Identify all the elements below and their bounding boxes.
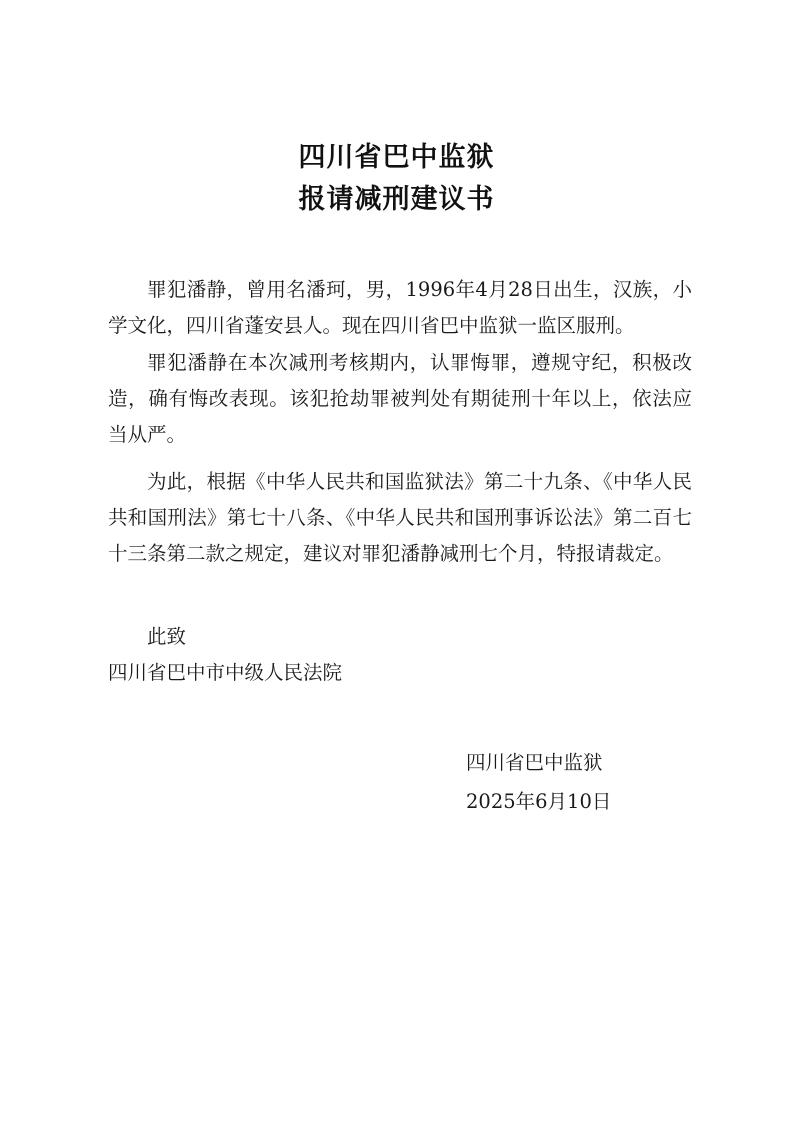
paragraph-text: 此致 [147, 625, 187, 648]
signature-date: 2025年6月10日 [466, 790, 612, 813]
paragraph-text: 为此，根据《中华人民共和国监狱法》第二十九条、《中华人民共和国刑法》第七十八条、《中华人民共和国刑事诉讼法》第二百七十三条第二款之规定，建议对罪犯潘静减刑七个月，特报请裁定。 [108, 470, 692, 566]
paragraph-text: 罪犯潘静在本次减刑考核期内，认罪悔罪，遵规守纪，积极改造，确有悔改表现。该犯抢劫罪被判处有期徒刑十年以上，依法应当从严。 [108, 351, 692, 447]
addressee: 四川省巴中市中级人民法院 [108, 661, 343, 684]
paragraph-performance [108, 345, 692, 454]
paragraph-offender-info [108, 272, 692, 344]
document-title-line2: 报请减刑建议书 [298, 184, 495, 215]
paragraph-legal-basis [108, 464, 692, 573]
signature-organization: 四川省巴中监狱 [466, 751, 603, 774]
paragraph-salutation [108, 619, 692, 655]
paragraph-text: 罪犯潘静，曾用名潘珂，男，1996年4月28日出生，汉族，小学文化，四川省蓬安县人。现在四川省巴中监狱一监区服刑。 [108, 278, 692, 338]
document-title-line1: 四川省巴中监狱 [298, 142, 495, 173]
